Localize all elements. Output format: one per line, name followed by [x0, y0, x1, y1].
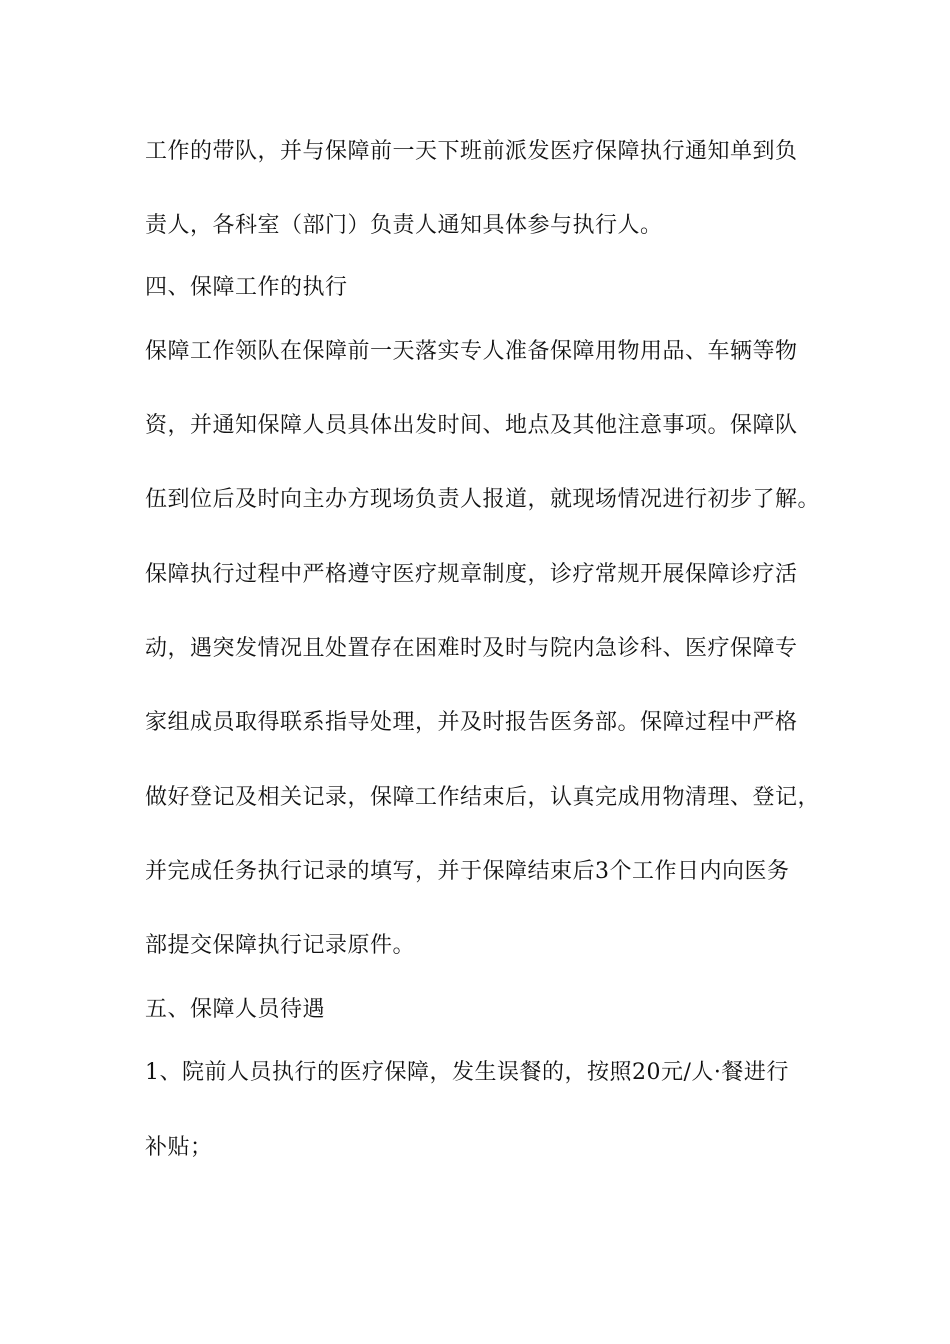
paragraph-line: 并完成任务执行记录的填写，并于保障结束后3个工作日内向医务 — [145, 859, 790, 884]
paragraph-line: 做好登记及相关记录，保障工作结束后，认真完成用物清理、登记， — [145, 785, 821, 810]
paragraph-line: 部提交保障执行记录原件。 — [145, 933, 416, 958]
paragraph-line: 1、院前人员执行的医疗保障，发生误餐的，按照20元/人·餐进行 — [145, 1060, 789, 1085]
paragraph-line: 伍到位后及时向主办方现场负责人报道，就现场情况进行初步了解。 — [145, 487, 821, 512]
paragraph-line: 资，并通知保障人员具体出发时间、地点及其他注意事项。保障队 — [145, 413, 798, 438]
paragraph-line: 补贴； — [145, 1135, 213, 1160]
section-heading: 四、保障工作的执行 — [145, 275, 348, 300]
paragraph-line: 保障工作领队在保障前一天落实专人准备保障用物用品、车辆等物 — [145, 339, 798, 364]
paragraph-line: 工作的带队，并与保障前一天下班前派发医疗保障执行通知单到负 — [145, 139, 798, 164]
section-heading: 五、保障人员待遇 — [145, 997, 326, 1022]
paragraph-line: 保障执行过程中严格遵守医疗规章制度，诊疗常规开展保障诊疗活 — [145, 562, 798, 587]
paragraph-line: 动，遇突发情况且处置存在困难时及时与院内急诊科、医疗保障专 — [145, 636, 798, 661]
paragraph-line: 家组成员取得联系指导处理，并及时报告医务部。保障过程中严格 — [145, 710, 798, 735]
paragraph-line: 责人，各科室（部门）负责人通知具体参与执行人。 — [145, 213, 663, 238]
